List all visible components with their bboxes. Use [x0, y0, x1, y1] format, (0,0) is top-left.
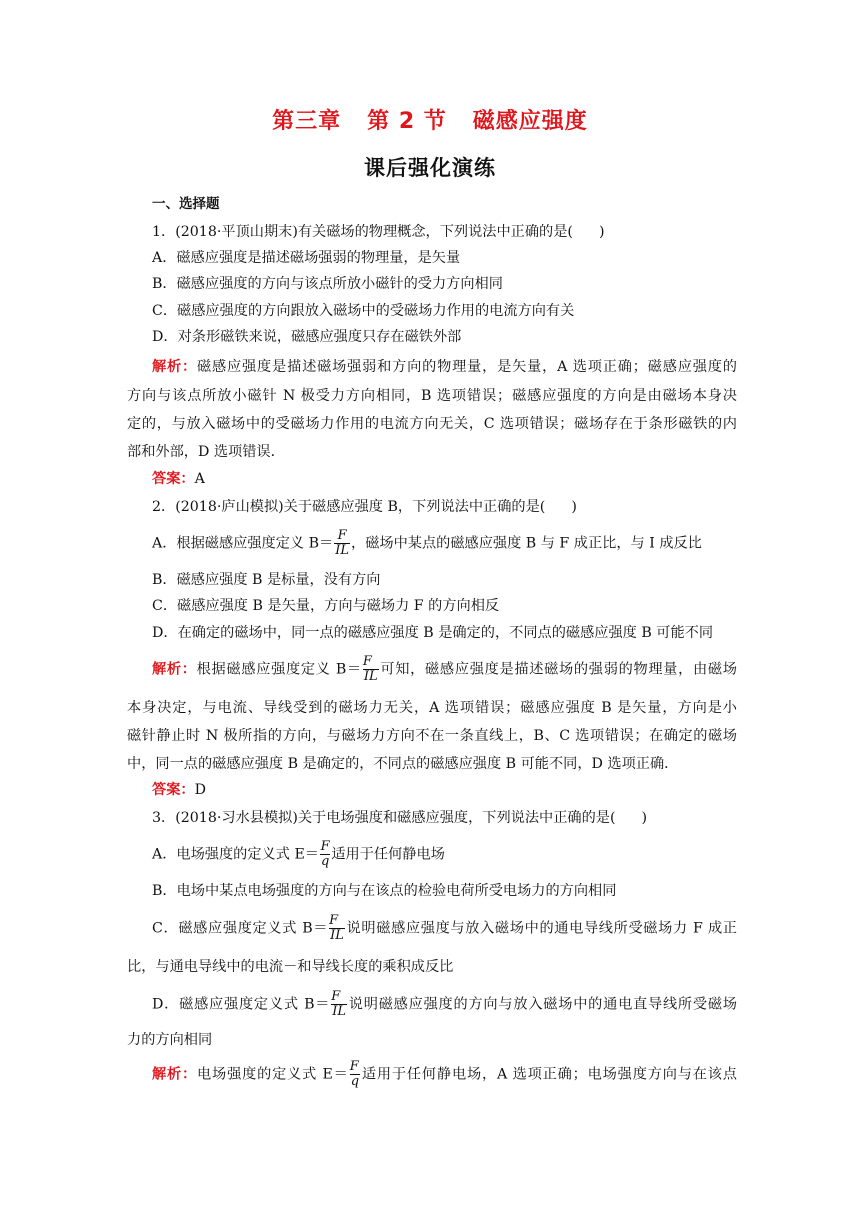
analysis-label: 解析： — [152, 1066, 198, 1083]
answer-label: 答案： — [152, 471, 195, 487]
question-3-option-d: D．磁感应强度定义式 B＝ $\frac{F}{IL}$ 说明磁感应强度的方向与放入磁场中的通电直导线所受磁场 — [152, 989, 737, 1019]
question-1-analysis-line: 方向与该点所放小磁针 N 极受力方向相同，B 选项错误；磁感应强度的方向是由磁场本身决 — [127, 388, 737, 404]
question-2-option-c: C．磁感应强度 B 是矢量，方向与磁场力 F 的方向相反 — [152, 598, 500, 614]
question-3-stem: 3．(2018·习水县模拟)关于电场强度和磁感应强度，下列说法中正确的是( ) — [152, 810, 648, 826]
question-3-option-b: B．电场中某点电场强度的方向与在该点的检验电荷所受电场力的方向相同 — [152, 883, 617, 899]
answer-label: 答案： — [152, 782, 195, 798]
question-1-option-d: D．对条形磁铁来说，磁感应强度只存在磁铁外部 — [152, 329, 462, 345]
fraction-f-over-il: $\frac{F}{IL}$ — [362, 654, 378, 684]
question-1-option-c: C．磁感应强度的方向跟放入磁场中的受磁场力作用的电流方向有关 — [152, 303, 575, 319]
fraction-f-over-q: $\frac{F}{q}$ — [349, 1059, 360, 1089]
chapter-title: 第三章 第 2 节 磁感应强度 — [272, 109, 588, 134]
question-source: 习水县模拟 — [221, 810, 293, 826]
question-3-option-c-cont: 比，与通电导线中的电流－和导线长度的乘积成反比 — [127, 959, 454, 975]
section-label: 一、选择题 — [152, 196, 220, 212]
question-1-analysis-line: 部和外部，D 选项错误． — [127, 444, 285, 460]
question-2-option-d: D．在确定的磁场中，同一点的磁感应强度 B 是确定的，不同点的磁感应强度 B 可能不同 — [152, 625, 714, 641]
question-2-analysis-line: 本身决定，与电流、导线受到的磁场力无关，A 选项错误；磁感应强度 B 是矢量，方向是小 — [127, 700, 737, 716]
fraction-f-over-il: $\frac{F}{IL}$ — [331, 989, 347, 1019]
question-2-answer: 答案：D — [152, 782, 206, 798]
page-subtitle: 课后强化演练 — [364, 156, 496, 180]
analysis-label: 解析： — [152, 661, 197, 678]
question-3-option-c: C．磁感应强度定义式 B＝ $\frac{F}{IL}$ 说明磁感应强度与放入磁场中的通电导线所受磁场力 F 成正 — [152, 913, 737, 943]
question-2-analysis-line: 解析：根据磁感应强度定义 B＝ $\frac{F}{IL}$ 可知，磁感应强度是描述磁场的强弱的物理量，由磁场 — [152, 654, 737, 684]
question-1-answer: 答案：A — [152, 471, 205, 487]
question-2-analysis-line: 磁针静止时 N 极所指的方向，与磁场力方向不在一条直线上，B、C 选项错误；在确定的磁场 — [127, 728, 737, 744]
question-1-option-a: A．磁感应强度是描述磁场强弱的物理量，是矢量 — [152, 250, 461, 266]
question-1-stem: 1．(2018·平顶山期末)有关磁场的物理概念，下列说法中正确的是( ) — [152, 224, 605, 240]
fraction-f-over-q: $\frac{F}{q}$ — [320, 839, 330, 869]
question-2-option-b: B．磁感应强度 B 是标量，没有方向 — [152, 572, 381, 588]
fraction-f-over-il: $\frac{F}{IL}$ — [335, 528, 350, 558]
question-1-option-b: B．磁感应强度的方向与该点所放小磁针的受力方向相同 — [152, 276, 503, 292]
analysis-label: 解析： — [152, 359, 198, 375]
question-source: 庐山模拟 — [221, 499, 279, 515]
question-source: 平顶山期末 — [221, 224, 293, 240]
question-2-option-a: A．根据磁感应强度定义 B＝ $\frac{F}{IL}$ ，磁场中某点的磁感应强度 B 与 F 成正比，与 I 成反比 — [152, 528, 702, 558]
question-2-analysis-line: 中，同一点的磁感应强度 B 是确定的，不同点的磁感应强度 B 可能不同，D 选项正确． — [127, 756, 679, 772]
question-1-analysis-line: 定的，与放入磁场中的受磁场力作用的电流方向无关，C 选项错误；磁场存在于条形磁铁的内 — [127, 416, 737, 432]
fraction-f-over-il: $\frac{F}{IL}$ — [329, 913, 344, 943]
question-3-analysis-line: 解析：电场强度的定义式 E＝ $\frac{F}{q}$ 适用于任何静电场，A 选项正确；电场强度方向与在该点 — [152, 1059, 737, 1089]
question-3-option-a: A．电场强度的定义式 E＝ $\frac{F}{q}$ 适用于任何静电场 — [152, 839, 445, 869]
question-3-option-d-cont: 力的方向相同 — [127, 1032, 213, 1048]
question-1-analysis-line: 解析：磁感应强度是描述磁场强弱和方向的物理量，是矢量，A 选项正确；磁感应强度的 — [152, 359, 737, 375]
question-2-stem: 2．(2018·庐山模拟)关于磁感应强度 B，下列说法中正确的是( ) — [152, 499, 577, 515]
